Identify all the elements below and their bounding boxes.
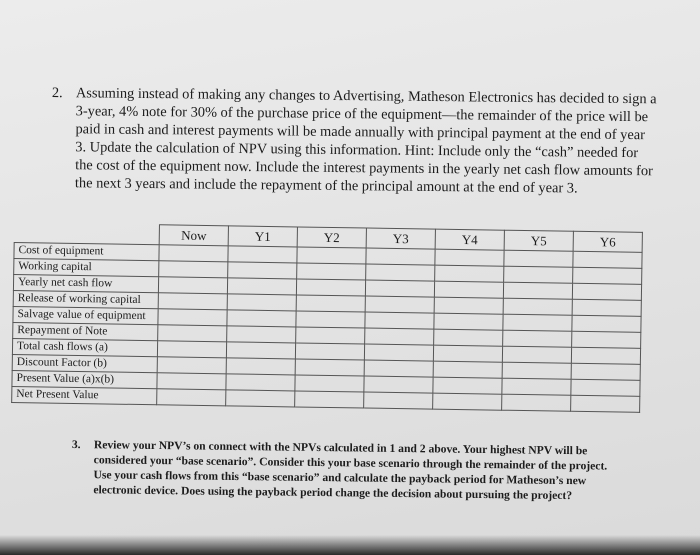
table-cell[interactable]	[434, 281, 503, 298]
table-cell[interactable]	[572, 315, 641, 332]
table-cell[interactable]	[159, 245, 228, 262]
table-cell[interactable]	[502, 362, 571, 379]
bottom-shadow	[0, 535, 700, 555]
table-cell[interactable]	[572, 283, 641, 300]
table-cell[interactable]	[226, 374, 295, 391]
table-cell[interactable]	[365, 328, 434, 345]
table-cell[interactable]	[434, 329, 503, 346]
table-cell[interactable]	[364, 392, 433, 409]
table-cell[interactable]	[366, 264, 435, 281]
row-label: Net Present Value	[12, 386, 157, 404]
table-cell[interactable]	[157, 357, 226, 374]
table-cell[interactable]	[296, 311, 365, 328]
table-cell[interactable]	[365, 280, 434, 297]
table-cell[interactable]	[571, 347, 640, 364]
row-label: Discount Factor (b)	[12, 354, 157, 372]
table-cell[interactable]	[297, 263, 366, 280]
table-cell[interactable]	[433, 361, 502, 378]
table-cell[interactable]	[296, 295, 365, 312]
row-label: Repayment of Note	[13, 322, 158, 340]
table-cell[interactable]	[227, 278, 296, 295]
question-2	[51, 84, 657, 198]
table-cell[interactable]	[435, 249, 504, 266]
table-cell[interactable]	[157, 373, 226, 390]
table-cell[interactable]	[502, 346, 571, 363]
table-cell[interactable]	[158, 293, 227, 310]
table-cell[interactable]	[226, 390, 295, 407]
table-cell[interactable]	[434, 297, 503, 314]
row-label: Salvage value of equipment	[13, 306, 158, 324]
table-cell[interactable]	[157, 341, 226, 358]
column-header-y4: Y4	[435, 229, 504, 250]
table-cell[interactable]	[365, 312, 434, 329]
question-3-text: Review your NPV’s on connect with the NPVs calculated in 1 and 2 above. Your highest NPV will be considered your “base scenario”. Consider this your base scenario through the remainder of the project. Use your cash flows from this “base scenario” and calculate the payback period for Matheson’s new electronic device. Does using the payback period change the decision about pursuing the project?	[93, 438, 608, 503]
table-cell[interactable]	[295, 391, 364, 408]
table-cell[interactable]	[573, 267, 642, 284]
table-cell[interactable]	[573, 251, 642, 268]
row-label: Working capital	[14, 259, 159, 277]
row-label: Cost of equipment	[14, 243, 159, 261]
table-cell[interactable]	[159, 261, 228, 278]
table-cell[interactable]	[296, 279, 365, 296]
table-cell[interactable]	[366, 248, 435, 265]
column-header-y6: Y6	[573, 231, 642, 252]
column-header-now: Now	[159, 225, 228, 246]
column-header-y5: Y5	[504, 230, 573, 251]
table-cell[interactable]	[158, 325, 227, 342]
table-cell[interactable]	[364, 376, 433, 393]
row-label: Present Value (a)x(b)	[12, 370, 157, 388]
table-cell[interactable]	[228, 246, 297, 263]
table-cell[interactable]	[158, 309, 227, 326]
table-cell[interactable]	[295, 359, 364, 376]
table-cell[interactable]	[503, 314, 572, 331]
table-cell[interactable]	[504, 250, 573, 267]
column-header-y2: Y2	[297, 227, 366, 248]
row-label: Release of working capital	[13, 290, 158, 308]
table-cell[interactable]	[433, 377, 502, 394]
table-cell[interactable]	[571, 363, 640, 380]
table-cell[interactable]	[365, 296, 434, 313]
table-cell[interactable]	[504, 266, 573, 283]
table-cell[interactable]	[435, 265, 504, 282]
npv-table	[11, 222, 643, 413]
table-cell[interactable]	[227, 326, 296, 343]
table-cell[interactable]	[226, 342, 295, 359]
row-label: Total cash flows (a)	[12, 338, 157, 356]
table-cell[interactable]	[572, 331, 641, 348]
table-cell[interactable]	[571, 379, 640, 396]
table-cell[interactable]	[158, 277, 227, 294]
table-cell[interactable]	[572, 299, 641, 316]
table-cell[interactable]	[503, 298, 572, 315]
column-header-y3: Y3	[366, 228, 435, 249]
table-cell[interactable]	[571, 395, 640, 412]
table-cell[interactable]	[433, 393, 502, 410]
table-cell[interactable]	[364, 344, 433, 361]
table-cell[interactable]	[227, 310, 296, 327]
header-blank-cell	[14, 223, 159, 245]
table-cell[interactable]	[157, 389, 226, 406]
column-header-y1: Y1	[228, 226, 297, 247]
question-2-text: Assuming instead of making any changes to Advertising, Matheson Electronics has decided to sign a 3-year, 4% note for 30% of the purchase price of the equipment—the remainder of the price will be paid in cash and interest payments will be made annually with principal payment at the end of year 3. Update the calculation of NPV using this information. Hint: Include only the “cash” needed for the cost of the equipment now. Include the interest payments in the yearly net cash flow amounts for the next 3 years and include the repayment of the principal amount at the end of year 3.	[74, 85, 657, 197]
table-cell[interactable]	[226, 358, 295, 375]
question-3-number: 3.	[71, 437, 81, 452]
question-2-number: 2.	[51, 84, 63, 102]
table-cell[interactable]	[503, 330, 572, 347]
question-3	[71, 437, 612, 504]
table-cell[interactable]	[297, 247, 366, 264]
table-cell[interactable]	[295, 343, 364, 360]
table-cell[interactable]	[364, 360, 433, 377]
table-cell[interactable]	[503, 282, 572, 299]
table-cell[interactable]	[227, 294, 296, 311]
table-cell[interactable]	[295, 375, 364, 392]
table-cell[interactable]	[434, 313, 503, 330]
table-cell[interactable]	[228, 262, 297, 279]
table-cell[interactable]	[433, 345, 502, 362]
table-cell[interactable]	[296, 327, 365, 344]
row-label: Yearly net cash flow	[13, 275, 158, 293]
table-cell[interactable]	[502, 394, 571, 411]
table-cell[interactable]	[502, 378, 571, 395]
